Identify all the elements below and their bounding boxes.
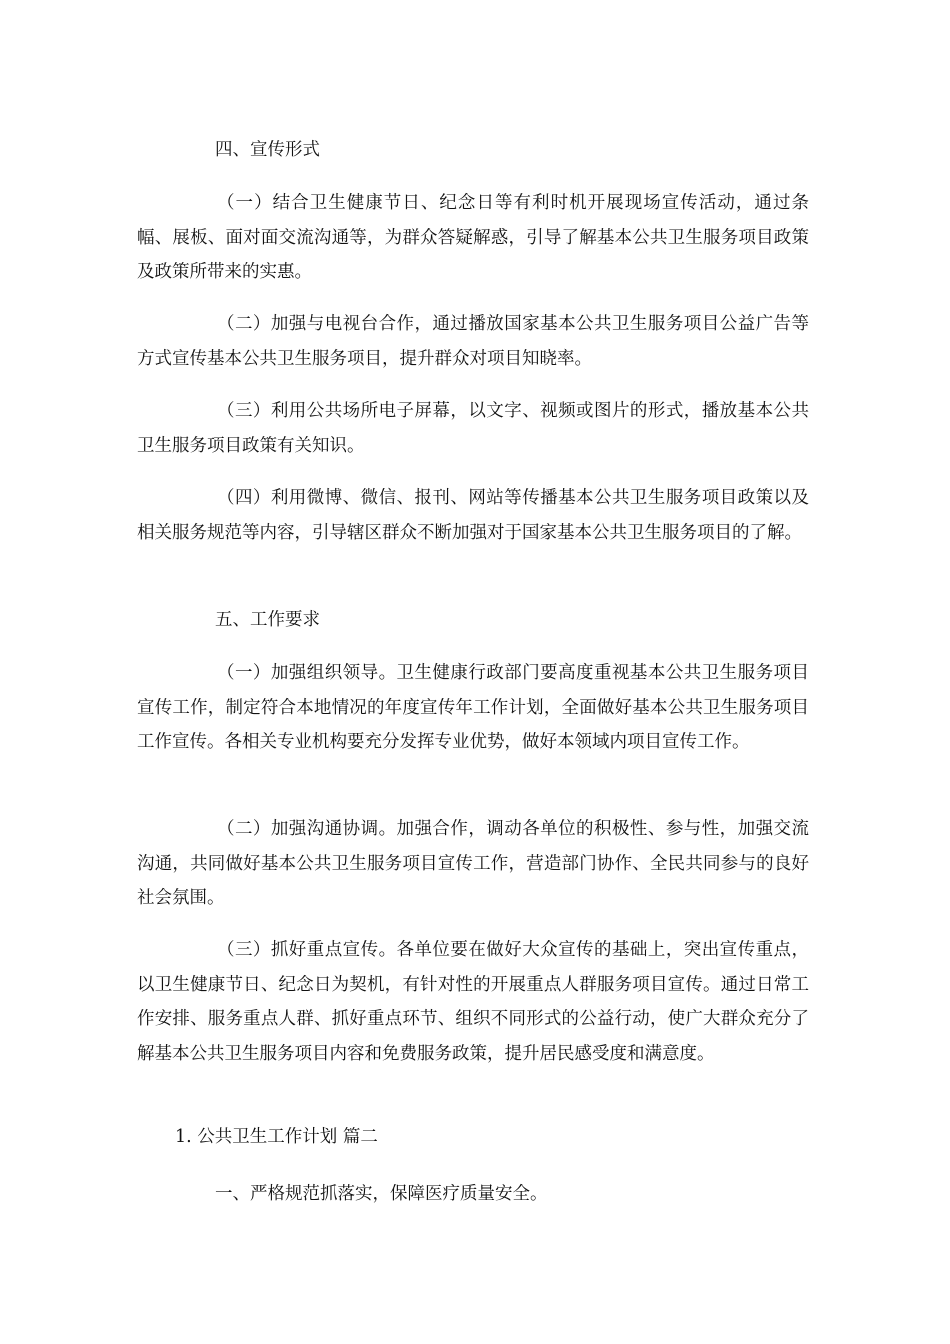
section-five-heading: 五、工作要求: [215, 610, 320, 630]
section-five-item-3: （三）抓好重点宣传。各单位要在做好大众宣传的基础上，突出宣传重点，以卫生健康节日、纪念日为契机，有针对性的开展重点人群服务项目宣传。通过日常工作安排、服务重点人群、抓好重点环节、组织不同形式的公益行动，使广大群众充分了解基本公共卫生服务项目内容和免费服务政策，提升居民感受度和满意度。: [137, 940, 809, 1064]
part-two-title: 1. 公共卫生工作计划 篇二: [175, 1127, 378, 1147]
part-two-first-heading: 一、严格规范抓落实，保障医疗质量安全。: [215, 1184, 548, 1204]
section-four-item-2: （二）加强与电视台合作，通过播放国家基本公共卫生服务项目公益广告等方式宣传基本公共卫生服务项目，提升群众对项目知晓率。: [137, 314, 809, 369]
section-five-item-2: （二）加强沟通协调。加强合作，调动各单位的积极性、参与性，加强交流沟通，共同做好基本公共卫生服务项目宣传工作，营造部门协作、全民共同参与的良好社会氛围。: [137, 819, 809, 908]
section-five-item-1: （一）加强组织领导。卫生健康行政部门要高度重视基本公共卫生服务项目宣传工作，制定符合本地情况的年度宣传年工作计划，全面做好基本公共卫生服务项目工作宣传。各相关专业机构要充分发挥专业优势，做好本领域内项目宣传工作。: [137, 663, 809, 752]
section-four-heading: 四、宣传形式: [215, 140, 320, 160]
section-four-item-3: （三）利用公共场所电子屏幕，以文字、视频或图片的形式，播放基本公共卫生服务项目政策有关知识。: [137, 401, 809, 456]
section-four-item-4: （四）利用微博、微信、报刊、网站等传播基本公共卫生服务项目政策以及相关服务规范等内容，引导辖区群众不断加强对于国家基本公共卫生服务项目的了解。: [137, 488, 809, 543]
section-four-item-1: （一）结合卫生健康节日、纪念日等有利时机开展现场宣传活动，通过条幅、展板、面对面交流沟通等，为群众答疑解惑，引导了解基本公共卫生服务项目政策及政策所带来的实惠。: [137, 193, 809, 282]
